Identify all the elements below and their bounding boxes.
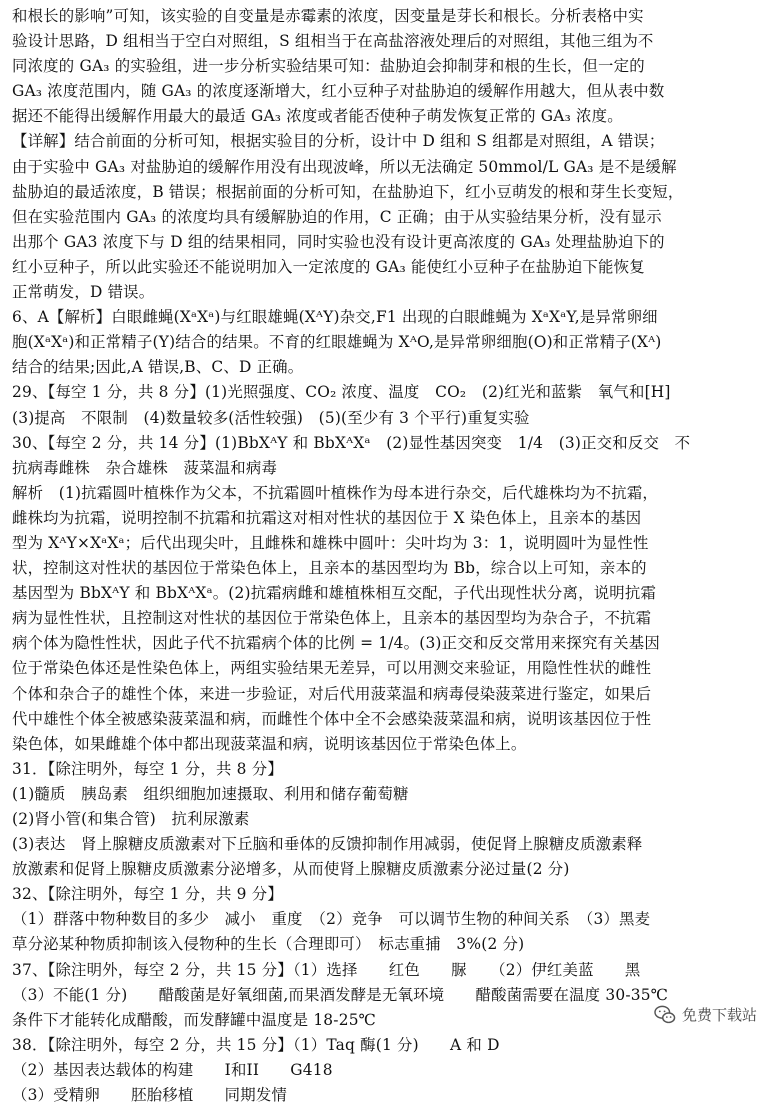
- text-line: 38．【除注明外，每空 2 分，共 15 分】（1）Taq 酶(1 分) A 和 D: [12, 1035, 500, 1054]
- text-line: (3)提高 不限制 (4)数量较多(活性较强) (5)(至少有 3 个平行)重复实验: [12, 408, 530, 427]
- text-line: （2）基因表达载体的构建 I和II G418: [12, 1060, 333, 1079]
- text-line: （1）群落中物种数目的多少 减小 重度 （2）竞争 可以调节生物的种间关系 （3）黑麦: [12, 910, 651, 929]
- text-line: 病个体为隐性性状，因此子代不抗霜病个体的比例 = 1/4。(3)正交和反交常用来探究有关基因: [12, 634, 660, 653]
- text-line: 同浓度的 GA₃ 的实验组，进一步分析实验结果可知：盐胁迫会抑制芽和根的生长，但一定的: [12, 57, 645, 76]
- watermark: [654, 1004, 757, 1025]
- text-line: (1)髓质 胰岛素 组织细胞加速摄取、利用和储存葡萄糖: [12, 784, 409, 803]
- text-line: 据还不能得出缓解作用最大的最适 GA₃ 浓度或者能否使种子萌发恢复正常的 GA₃ 浓度。: [12, 107, 623, 126]
- text-line: 病为显性性状，且控制这对性状的基因位于常染色体上，且亲本的基因型均为杂合子，不抗霜: [12, 609, 652, 628]
- text-line: 出那个 GA3 浓度下与 D 组的结果相同，同时实验也没有设计更高浓度的 GA₃ 处理盐胁迫下的: [12, 232, 665, 251]
- text-line: 32、【除注明外，每空 1 分，共 9 分】: [12, 885, 283, 904]
- text-line: 型为 XᴬY×XᵃXᵃ；后代出现尖叶，且雌株和雄株中圆叶：尖叶均为 3：1，说明圆叶为显性性: [12, 533, 649, 552]
- text-line: 29、【每空 1 分，共 8 分】(1)光照强度、CO₂ 浓度、温度 CO₂ (2)红光和蓝紫 氧气和[H]: [12, 383, 671, 402]
- text-line: 解析 (1)抗霜圆叶植株作为父本，不抗霜圆叶植株作为母本进行杂交，后代雄株均为不抗霜，: [12, 483, 659, 502]
- text-line: (3)表达 肾上腺糖皮质激素对下丘脑和垂体的反馈抑制作用减弱，使促肾上腺糖皮质激素释: [12, 835, 643, 854]
- text-line: 放激素和促肾上腺糖皮质激素分泌增多，从而使肾上腺糖皮质激素分泌过量(2 分): [12, 860, 570, 879]
- wechat-icon: [654, 1005, 676, 1025]
- text-line: 和根长的影响”可知，该实验的自变量是赤霉素的浓度，因变量是芽长和根长。分析表格中实: [12, 7, 644, 25]
- text-line: 个体和杂合子的雄性个体，来进一步验证，对后代用菠菜温和病毒侵染菠菜进行鉴定，如果后: [12, 684, 652, 703]
- text-line: 代中雄性个体全被感染菠菜温和病，而雌性个体中全不会感染菠菜温和病，说明该基因位于性: [12, 709, 652, 728]
- text-line: 状，控制这对性状的基因位于常染色体上，且亲本的基因型均为 Bb，综合以上可知，亲本的: [12, 559, 647, 578]
- text-line: 由于实验中 GA₃ 对盐胁迫的缓解作用没有出现波峰，所以无法确定 50mmol/L GA₃ 是不是缓解: [12, 157, 677, 176]
- text-line: 盐胁迫的最适浓度，B 错误；根据前面的分析可知，在盐胁迫下，红小豆萌发的根和芽生长变短，: [12, 182, 684, 201]
- text-line: 位于常染色体还是性染色体上，两组实验结果无差异，可以用测交来验证，用隐性性状的雌性: [12, 659, 652, 678]
- text-line: 染色体，如果雌雄个体中都出现菠菜温和病，说明该基因位于常染色体上。: [12, 734, 527, 753]
- text-line: 31．【除注明外，每空 1 分，共 8 分】: [12, 759, 283, 778]
- text-line: 条件下才能转化成醋酸，而发酵罐中温度是 18-25℃: [12, 1010, 377, 1029]
- text-line: 胞(XᵃXᵃ)和正常精子(Y)结合的结果。不育的红眼雄蝇为 XᴬO,是异常卵细胞(O)和正常精子(Xᴬ): [12, 333, 662, 352]
- text-line: GA₃ 浓度范围内，随 GA₃ 的浓度逐渐增大，红小豆种子对盐胁迫的缓解作用越大，但从表中数: [12, 82, 665, 101]
- text-line: （3）受精卵 胚胎移植 同期发情: [12, 1086, 288, 1105]
- text-line: 正常萌发，D 错误。: [12, 283, 155, 302]
- text-line: 验设计思路，D 组相当于空白对照组，S 组相当于在高盐溶液处理后的对照组，其他三组为不: [12, 32, 654, 51]
- text-line: 37、【除注明外，每空 2 分，共 15 分】（1）选择 红色 脲 （2）伊红美蓝 黑: [12, 960, 641, 979]
- text-line: 抗病毒雌株 杂合雄株 菠菜温和病毒: [12, 458, 278, 477]
- text-line: 基因型为 BbXᴬY 和 BbXᴬXᵃ。(2)抗霜病雌和雄植株相互交配，子代出现性状分离，说明抗霜: [12, 584, 657, 603]
- watermark-text: 免费下载站: [681, 1006, 757, 1024]
- text-line: 草分泌某种物质抑制该入侵物种的生长（合理即可） 标志重捕 3%(2 分): [12, 935, 525, 954]
- text-line: 30、【每空 2 分，共 14 分】(1)BbXᴬY 和 BbXᴬXᵃ (2)显性基因突变 1/4 (3)正交和反交 不: [12, 433, 691, 452]
- text-line: （3）不能(1 分) 醋酸菌是好氧细菌,而果酒发酵是无氧环境 醋酸菌需要在温度 30-35℃: [12, 985, 669, 1004]
- text-line: 结合的结果;因此,A 错误,B、C、D 正确。: [12, 358, 304, 377]
- text-line: (2)肾小管(和集合管) 抗利尿激素: [12, 810, 250, 828]
- text-line: 但在实验范围内 GA₃ 的浓度均具有缓解胁迫的作用，C 正确；由于从实验结果分析，没有显示: [12, 207, 662, 226]
- text-line: 红小豆种子，所以此实验还不能说明加入一定浓度的 GA₃ 能使红小豆种子在盐胁迫下能恢复: [12, 257, 645, 276]
- text-line: 6、A【解析】白眼雌蝇(XᵃXᵃ)与红眼雄蝇(XᴬY)杂交,F1 出现的白眼雌蝇为 XᵃXᵃY,是异常卵细: [12, 308, 658, 327]
- text-line: 雌株均为抗霜，说明控制不抗霜和抗霜这对相对性状的基因位于 X 染色体上，且亲本的基因: [12, 508, 642, 527]
- text-line: 【详解】结合前面的分析可知，根据实验目的分析，设计中 D 组和 S 组都是对照组，A 错误；: [12, 132, 665, 151]
